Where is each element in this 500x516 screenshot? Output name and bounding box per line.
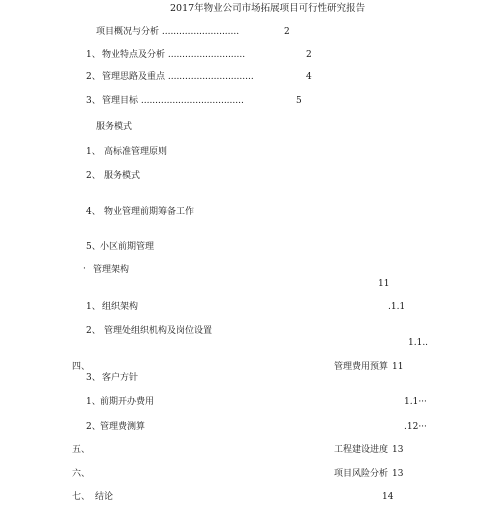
toc-entry-page: 5: [296, 96, 302, 106]
toc-entry-label: 管理费用预算: [334, 362, 389, 372]
toc-entry-label: 结论: [95, 492, 114, 502]
toc-entry-number: 七、: [72, 492, 91, 502]
toc-entry-label: 物业管理前期筹备工作: [104, 207, 195, 217]
toc-entry-label: 物业特点及分析 ...........................: [102, 50, 246, 60]
toc-entry-page: 13: [392, 469, 404, 479]
toc-entry-number: 2、: [86, 422, 101, 432]
toc-entry-page: .1.1: [388, 302, 406, 312]
toc-entry-label: 管理思路及重点 ..............................: [102, 72, 254, 82]
toc-entry-page: 14: [382, 492, 394, 502]
toc-entry-label: 高标准管理原则: [104, 147, 168, 157]
toc-entry-label: 工程建设进度: [334, 445, 389, 455]
toc-entry-label: 小区前期管理: [100, 242, 155, 252]
toc-entry-number: 1、: [86, 147, 101, 157]
toc-entry-page: 11: [392, 362, 404, 372]
toc-entry-label: 管理处组织机构及岗位设置: [104, 326, 213, 336]
toc-entry-number: 四、: [72, 362, 91, 372]
toc-entry-number: 1、: [86, 50, 101, 60]
toc-entry-label: 前期开办费用: [100, 397, 155, 407]
toc-entry-label: 项目风险分析: [334, 469, 389, 479]
toc-entry-page: 2: [284, 27, 290, 37]
toc-entry-number: 5、: [86, 242, 101, 252]
toc-entry-number: 1、: [86, 302, 101, 312]
toc-entry-number: 六、: [72, 469, 91, 479]
toc-entry-page: 13: [392, 445, 404, 455]
toc-entry-page: 1.1..: [408, 338, 429, 348]
toc-entry-page: 2: [306, 50, 312, 60]
toc-entry-label: 组织架构: [102, 302, 139, 312]
toc-entry-page: .12···: [404, 422, 427, 432]
toc-entry-number: 3、: [86, 96, 101, 106]
toc-entry-number: 2、: [86, 72, 101, 82]
toc-entry-label: 管理架构: [93, 265, 130, 275]
toc-entry-label: 管理费测算: [100, 422, 146, 432]
toc-entry-number: 2、: [86, 326, 101, 336]
toc-entry-number: 3、: [86, 373, 101, 383]
toc-entry-page: 1.1···: [404, 397, 427, 407]
toc-entry-label: 服务模式: [104, 171, 141, 181]
toc-entry-number: ·: [83, 264, 86, 274]
toc-entry-page: 11: [378, 279, 390, 289]
toc-entry-number: 2、: [86, 171, 101, 181]
toc-entry-number: 五、: [72, 445, 91, 455]
toc-entry-label: 项目概况与分析 ...........................: [96, 27, 240, 37]
toc-entry-page: 4: [306, 72, 312, 82]
toc-entry-number: 4、: [86, 207, 101, 217]
toc-entry-label: 客户方针: [102, 373, 139, 383]
toc-entry-label: 管理目标 ....................................: [102, 96, 244, 106]
toc-entry-number: 1、: [86, 397, 101, 407]
toc-entry-label: 服务模式: [96, 122, 133, 132]
document-title: 2017年物业公司市场拓展项目可行性研究报告: [170, 3, 366, 14]
